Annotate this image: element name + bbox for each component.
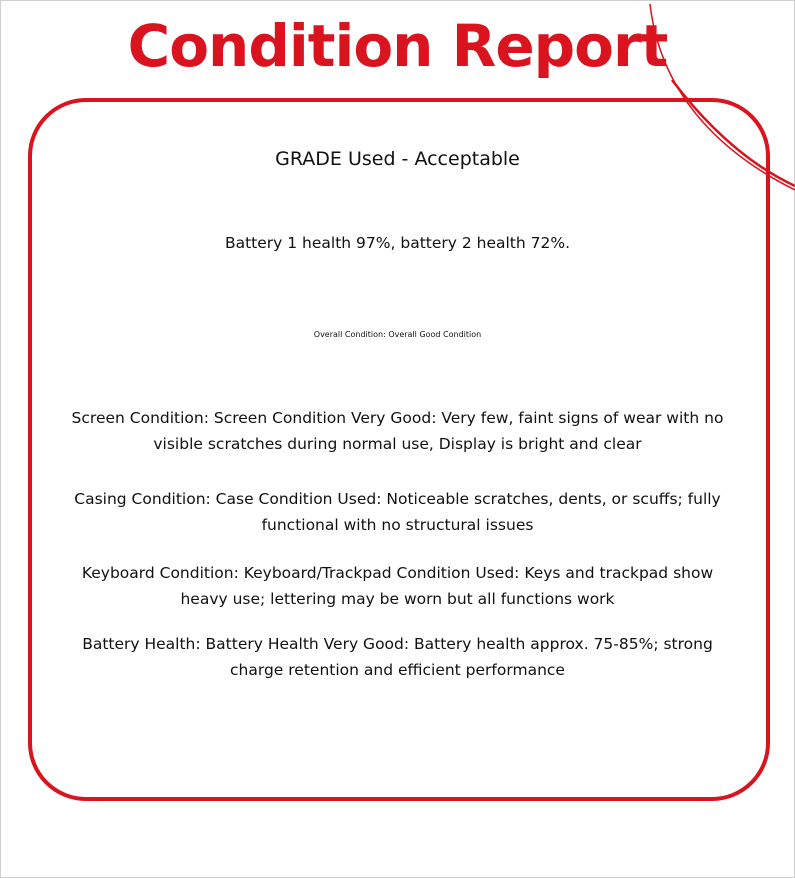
battery-summary: Battery 1 health 97%, battery 2 health 72%. [224, 234, 571, 252]
grade-heading: GRADE Used - Acceptable [275, 148, 520, 170]
battery-health: Battery Health: Battery Health Very Good: Battery health approx. 75-85%; strong charge retention and efficient performance [82, 635, 713, 679]
overall-condition: Overall Condition: Overall Good Condition [313, 330, 482, 339]
keyboard-condition: Keyboard Condition: Keyboard/Trackpad Condition Used: Keys and trackpad show heavy use; lettering may be worn but all functions work [81, 564, 714, 608]
page-title: Condition Report [127, 12, 668, 80]
casing-condition: Casing Condition: Case Condition Used: Noticeable scratches, dents, or scuffs; fully functional with no structural issues [74, 490, 721, 534]
screen-condition: Screen Condition: Screen Condition Very Good: Very few, faint signs of wear with no visible scratches during normal use, Display is bright and clear [71, 409, 724, 453]
